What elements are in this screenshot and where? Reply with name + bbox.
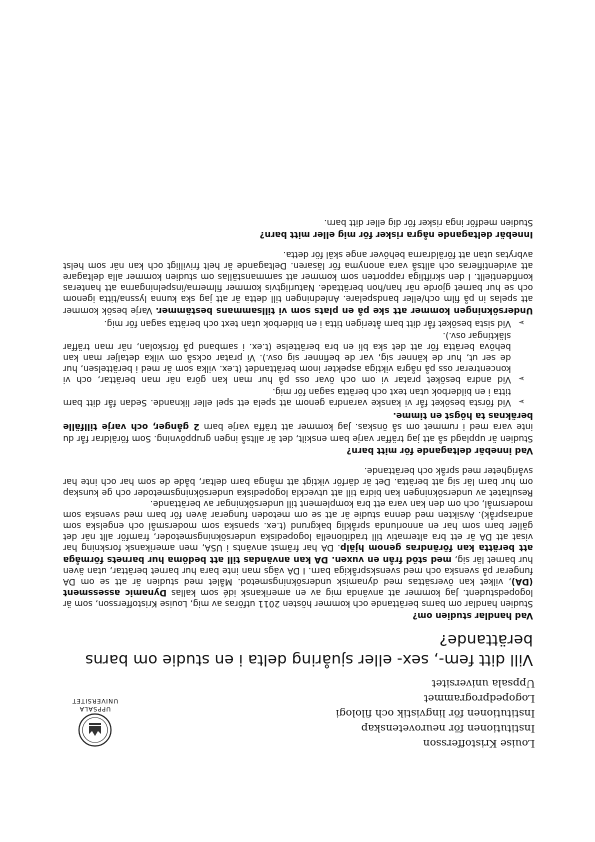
text-span: Studien handlar om barns berättande och kommer hösten 2011 utföras av mig, Louise Kristoffersson, som är logopedstudent. Jag kommer att använda mig av en amerikansk idé som kallas (63, 586, 533, 608)
list-item: ➢ Vid andra besöket pratar vi om och övar oss på hur man kan göra när man berättar, och vi koncentrerar oss på några viktiga aspekter inom berättandet (t.ex. vilka som är med i berättelsen, hur de ser ut, hur de känner sig, var de befinner sig osv.). Vi pratar också om vilka detaljer man kan behöva berätta för att det ska bli en bra berättelse (t.ex. i samband på förskolan, när man träffar släktingar osv.). (63, 329, 511, 384)
bold-span: 2 gånger, och varje tillfälle beräknas ta högst en timme. (62, 410, 533, 432)
text-span: . DA har främst använts i USA, men amerikansk forskning har visat att DA är ett bra alternativ till traditionella logopediska undersökningsmetoder, framför allt när det gäller barn som har en annorlunda språklig bakgrund (t.ex. spanska som modersmål och engelska som andraspråk). Avsikten med denna studie är att se om metoden fungerar även för barn med svenska som modersmål, och om den kan vara ett bra komplement till undersökningar av berättande. (63, 498, 533, 553)
document-body (63, 216, 533, 620)
text-span: , vilket kan översättas med dynamisk undersökningsmetod. Målet med studien är att se om DA fungerar på svenska och med svenskspråkiga barn. I DA vägs man inte bara hur barnet berättar, utan även hur barnet lär sig, (63, 553, 533, 586)
sender-block (336, 675, 535, 750)
paragraph-results: Resultatet av undersökningen kan bidra till att utveckla logopediska undersökningsmetoder och ge kunskap om hur barn lär sig att berätta. Det är därför viktigt att många barn deltar, både de som har och inte har svårigheter med språk och berättande. (63, 464, 533, 497)
text-span: Varje besök kommer att spelas in på film och/eller bandspelare. Anledningen till detta är att jag ska kunna lyssna/titta igenom och se hur barnet gjorde när han/hon berättade. Naturligtvis kommer filmerna/inspelningarna att hanteras konfidentiellt. I den skriftliga rapporten som kommer att sammanställas om studien kommer alla deltagare att avidentifieras och alltså vara anonyma för läsaren. Deltagande är helt frivilligt och kan när som helst avbrytas utan att föräldrarna behöver ange skäl för detta. (63, 249, 533, 315)
sender-program: Logopedprogrammet (423, 692, 535, 704)
bold-span: med stöd från en vuxen. DA kan användas till att bedöma hur barnets förmåga att berätta kan förändras genom hjälp (63, 542, 533, 564)
sender-division: Institutionen för lingvistik och filologi (335, 707, 535, 719)
bold-span: Undersökningen kommer att ske på en plats som vi tillsammans bestämmer. (155, 304, 533, 315)
list-item: ➢ Vid sista besöket får ditt barn återigen titta i en bilderbok utan text och berätta sagan för mig. (63, 317, 511, 328)
section-heading-risks: Innebär deltagande några risker för mig eller mitt barn? (259, 229, 533, 239)
seal-icon (77, 712, 113, 748)
seal-text-line1: UNIVERSITET (71, 697, 119, 704)
sender-department: Institutionen för neurovetenskap (361, 722, 535, 734)
document-title: Vill ditt fem-, sex- eller sjuåring delta i en studie om barns berättande? (85, 631, 533, 669)
seal-text-line2: UPPSALA (79, 705, 111, 712)
paragraph-location (63, 248, 533, 315)
list-item: ➢ Vid första besöket får vi kanske varandra genom att spela ett spel eller liknande. Sedan får ditt barn titta i en bilderbok utan text och berätta sagan för mig. (63, 385, 511, 407)
visit-list (63, 317, 533, 408)
sender-name: Louise Kristoffersson (423, 737, 535, 749)
section-heading-about: Vad handlar studien om? (412, 610, 533, 620)
bold-span: Dynamic assessment (DA) (63, 575, 533, 597)
text-span: Studien är upplagd så att jag träffar varje barn enskilt, det är alltså ingen gruppövning. Som föräldrar får du inte vara med i rummet om så önskas. Jag kommer att träffa varje barn (63, 421, 533, 443)
paragraph-participation (63, 409, 533, 442)
paragraph-about (63, 497, 533, 608)
paragraph-risks: Studien medför inga risker för dig eller ditt barn. (324, 216, 533, 227)
university-seal (50, 696, 140, 750)
section-heading-participation: Vad innebär deltagande för mitt barn? (346, 444, 533, 455)
sender-university: Uppsala universitet (431, 677, 535, 689)
